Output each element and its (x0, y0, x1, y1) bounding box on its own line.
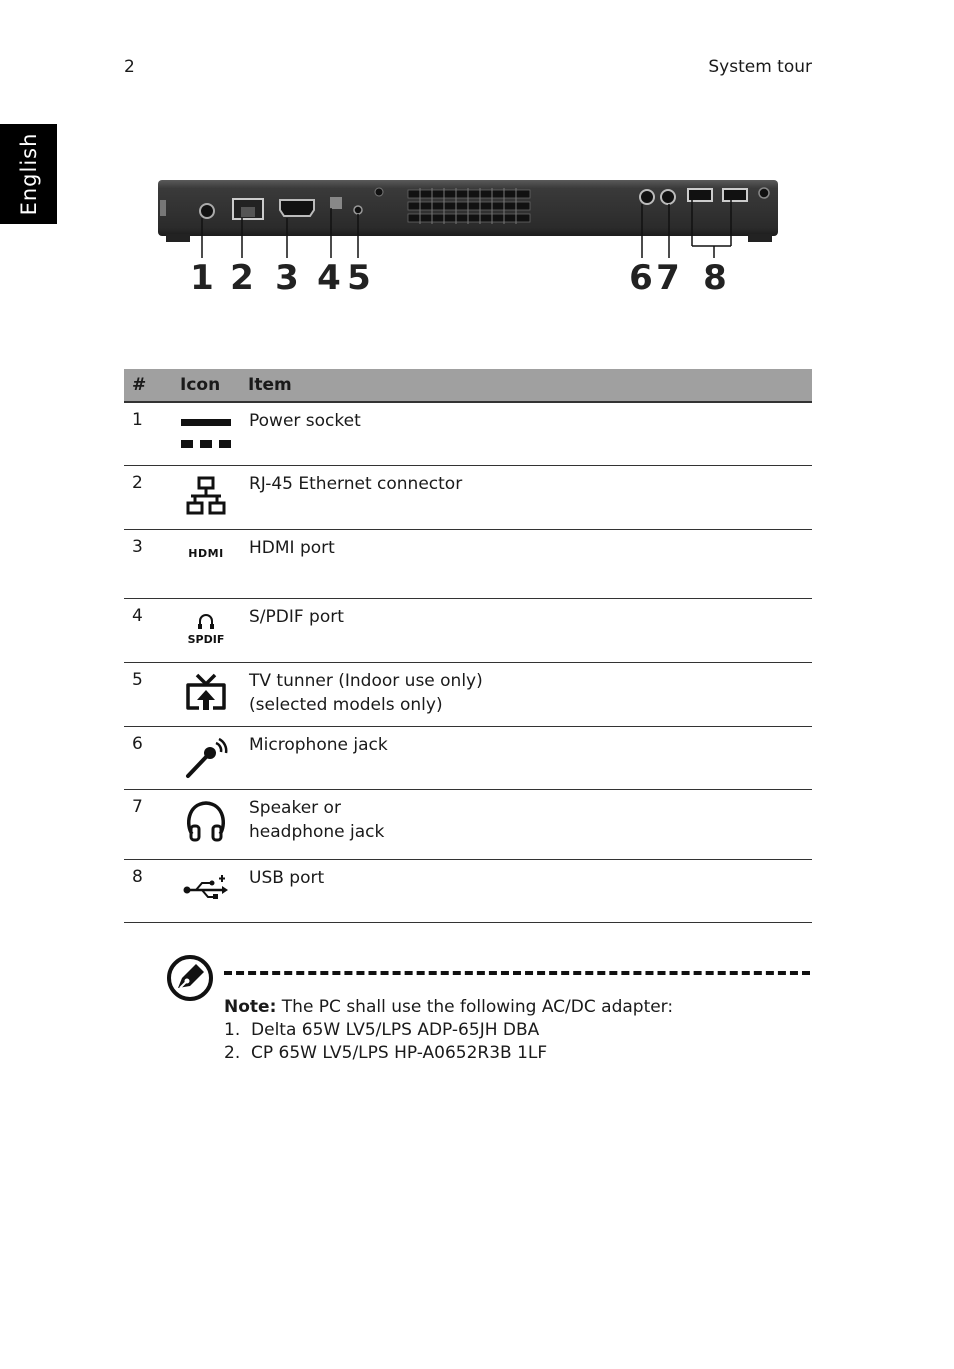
row-icon-cell (172, 402, 240, 465)
callout-7: 7 (656, 258, 680, 298)
row-icon-cell (172, 662, 240, 726)
row-item: RJ-45 Ethernet connector (240, 465, 812, 529)
item-line: TV tunner (Indoor use only) (249, 670, 483, 691)
callout-3: 3 (275, 258, 299, 298)
callout-2: 2 (230, 258, 254, 298)
hdmi-icon (182, 546, 230, 560)
list-item: 1. Delta 65W LV5/LPS ADP-65JH DBA (224, 1020, 540, 1040)
header-num: # (124, 369, 172, 402)
row-num: 2 (124, 465, 172, 529)
row-item: S/PDIF port (240, 598, 812, 662)
callout-8: 8 (703, 258, 727, 298)
table-row (124, 662, 812, 726)
language-tab (0, 124, 57, 224)
row-icon-cell (172, 726, 240, 789)
row-num: 3 (124, 529, 172, 598)
note-text (224, 996, 673, 1065)
note-separator (224, 971, 810, 975)
list-item: 2. CP 65W LV5/LPS HP-A0652R3B 1LF (224, 1043, 548, 1063)
row-num: 7 (124, 789, 172, 859)
row-item (240, 789, 812, 859)
usb-icon (182, 874, 230, 902)
row-item: USB port (240, 859, 812, 922)
row-icon-cell (172, 598, 240, 662)
callout-4: 4 (317, 258, 341, 298)
ports-table (124, 369, 812, 923)
header-item: Item (240, 369, 812, 402)
language-tab-label: English (16, 132, 41, 216)
table-row (124, 598, 812, 662)
spdif-icon-text: SPDIF (187, 632, 225, 646)
row-item (240, 662, 812, 726)
table-row (124, 859, 812, 922)
note-label: Note: (224, 997, 277, 1017)
row-num: 8 (124, 859, 172, 922)
row-item: Microphone jack (240, 726, 812, 789)
callout-1: 1 (190, 258, 214, 298)
row-icon-cell (172, 789, 240, 859)
header-icon: Icon (172, 369, 240, 402)
callout-5: 5 (347, 258, 371, 298)
table-row (124, 726, 812, 789)
row-num: 6 (124, 726, 172, 789)
item-line: (selected models only) (249, 694, 443, 715)
page-number: 2 (124, 57, 135, 77)
tv-tuner-icon (183, 673, 229, 713)
row-icon-cell (172, 859, 240, 922)
row-item: Power socket (240, 402, 812, 465)
ethernet-icon (182, 476, 230, 516)
row-item: HDMI port (240, 529, 812, 598)
microphone-icon (183, 737, 229, 781)
row-icon-cell (172, 465, 240, 529)
table-row (124, 789, 812, 859)
row-icon-cell (172, 529, 240, 598)
spdif-icon (184, 611, 228, 647)
table-header-row (124, 369, 812, 402)
callout-6: 6 (629, 258, 653, 298)
section-title: System tour (708, 57, 812, 77)
note-pen-icon (166, 954, 214, 1002)
note-line (224, 996, 673, 1019)
item-line: Speaker or (249, 797, 341, 818)
headphone-icon (184, 798, 228, 844)
device-figure (150, 174, 790, 304)
row-num: 1 (124, 402, 172, 465)
table-row (124, 529, 812, 598)
table-row (124, 465, 812, 529)
table-row (124, 402, 812, 465)
adapter-list (224, 1019, 673, 1065)
note-body: The PC shall use the following AC/DC adapter: (281, 997, 674, 1017)
note-icon (166, 954, 214, 1006)
row-num: 4 (124, 598, 172, 662)
item-line: headphone jack (249, 821, 385, 842)
hdmi-icon-text: HDMI (188, 546, 224, 560)
row-num: 5 (124, 662, 172, 726)
power-socket-icon (180, 413, 232, 449)
